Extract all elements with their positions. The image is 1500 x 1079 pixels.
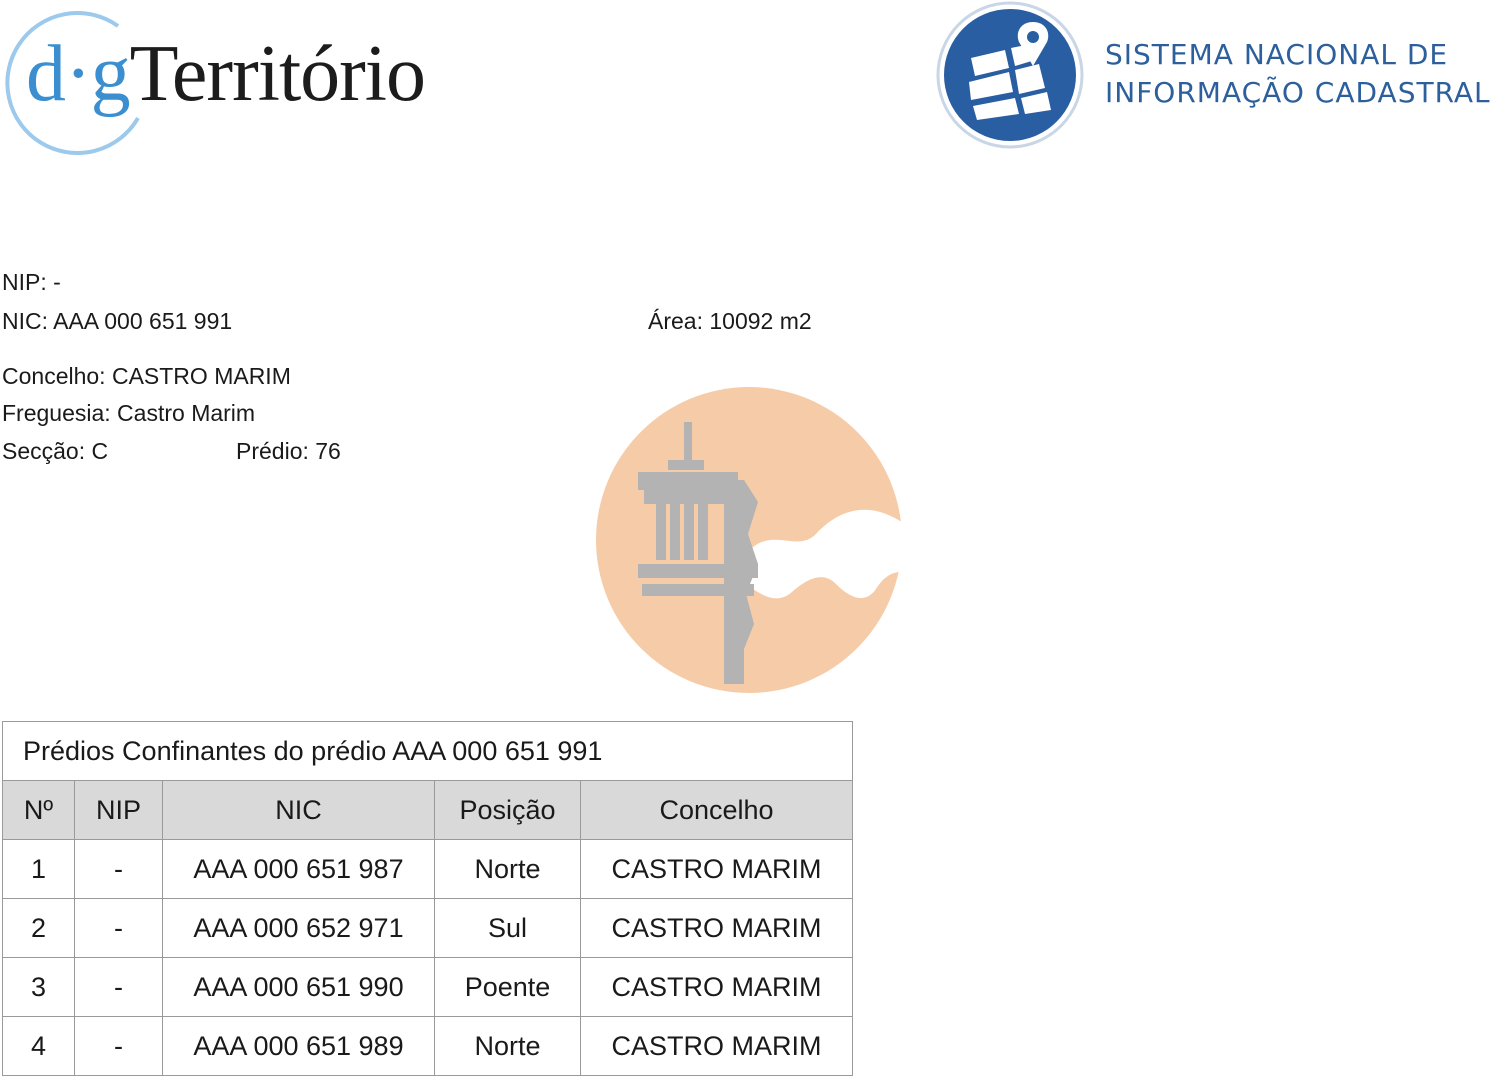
cell-concelho: CASTRO MARIM xyxy=(581,840,853,899)
cell-nip: - xyxy=(75,840,163,899)
logo-dg-text: d·g xyxy=(26,30,130,118)
cell-posicao: Poente xyxy=(435,958,581,1017)
header-nip: NIP xyxy=(75,781,163,840)
header-posicao: Posição xyxy=(435,781,581,840)
concelho-line: Concelho: CASTRO MARIM xyxy=(2,363,291,389)
cell-nip: - xyxy=(75,899,163,958)
cell-numero: 2 xyxy=(3,899,75,958)
table-row xyxy=(3,899,853,958)
cell-numero: 3 xyxy=(3,958,75,1017)
area-line: Área: 10092 m2 xyxy=(648,308,812,334)
logo-territorio-text: Território xyxy=(129,30,426,118)
nic-line: NIC: AAA 000 651 991 xyxy=(2,308,233,334)
cell-posicao: Norte xyxy=(435,840,581,899)
cell-posicao: Sul xyxy=(435,899,581,958)
snic-logo xyxy=(935,0,1500,160)
nip-line: NIP: - xyxy=(2,269,61,295)
predio-line: Prédio: 76 xyxy=(236,438,341,464)
cell-numero: 4 xyxy=(3,1017,75,1076)
cell-nip: - xyxy=(75,958,163,1017)
cell-numero: 1 xyxy=(3,840,75,899)
cell-concelho: CASTRO MARIM xyxy=(581,899,853,958)
header-nic: NIC xyxy=(163,781,435,840)
table-header-row xyxy=(3,781,853,840)
castro-marim-watermark-icon xyxy=(596,384,908,696)
cell-nic: AAA 000 651 990 xyxy=(163,958,435,1017)
cell-nip: - xyxy=(75,1017,163,1076)
snic-line1: SISTEMA NACIONAL DE xyxy=(1105,38,1449,71)
header-numero: Nº xyxy=(3,781,75,840)
table-row xyxy=(3,958,853,1017)
cell-nic: AAA 000 651 987 xyxy=(163,840,435,899)
cell-concelho: CASTRO MARIM xyxy=(581,958,853,1017)
header-concelho: Concelho xyxy=(581,781,853,840)
cell-posicao: Norte xyxy=(435,1017,581,1076)
snic-line2: INFORMAÇÃO CADASTRAL xyxy=(1105,76,1491,109)
table-caption: Prédios Confinantes do prédio AAA 000 651 991 xyxy=(3,722,853,781)
freguesia-line: Freguesia: Castro Marim xyxy=(2,400,256,426)
cell-nic: AAA 000 651 989 xyxy=(163,1017,435,1076)
dgterritorio-logo xyxy=(0,0,440,160)
confinantes-table xyxy=(2,721,853,1076)
snic-map-pin-icon xyxy=(935,0,1095,160)
cell-nic: AAA 000 652 971 xyxy=(163,899,435,958)
table-row xyxy=(3,1017,853,1076)
table-row xyxy=(3,840,853,899)
seccao-line: Secção: C xyxy=(2,438,109,464)
cell-concelho: CASTRO MARIM xyxy=(581,1017,853,1076)
